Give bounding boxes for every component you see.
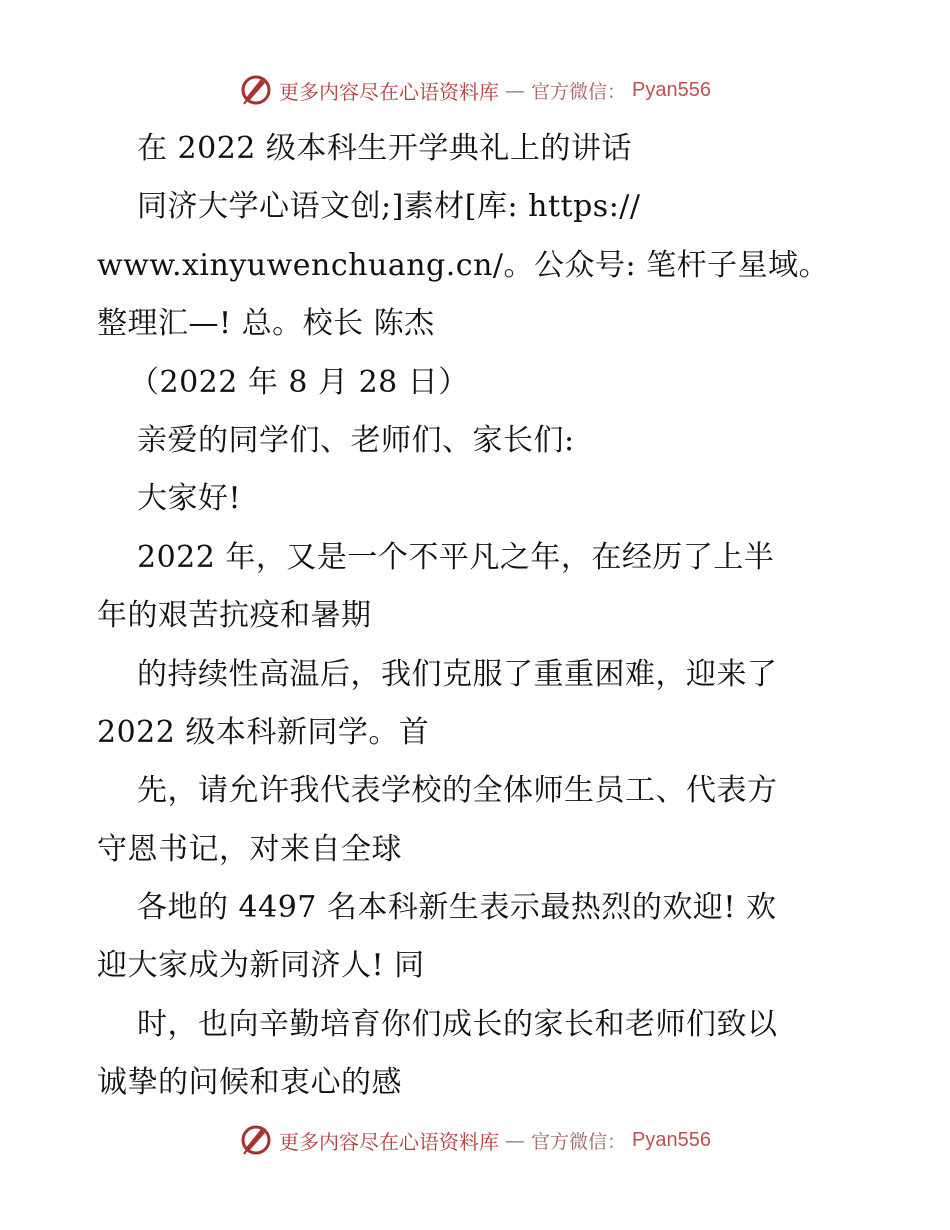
document-title: 在 2022 级本科生开学典礼上的讲话 bbox=[137, 131, 632, 166]
document-line: 先，请允许我代表学校的全体师生员工、代表方 bbox=[137, 773, 778, 809]
document-line: 诚挚的问候和衷心的感 bbox=[97, 1065, 402, 1101]
document-body bbox=[97, 120, 867, 1113]
quill-pen-logo-icon bbox=[239, 73, 273, 107]
document-line: 2022 级本科新同学。首 bbox=[97, 714, 430, 750]
footer-banner bbox=[0, 1120, 950, 1160]
banner-dash: — bbox=[505, 78, 525, 102]
document-line: 整理汇—! 总。校长 陈杰 bbox=[97, 306, 435, 342]
document-salutation: 亲爱的同学们、老师们、家长们: bbox=[137, 422, 575, 458]
banner-dash: — bbox=[505, 1128, 525, 1152]
document-line: 同济大学心语文创;]素材[库: https:// bbox=[137, 189, 641, 225]
document-greeting: 大家好! bbox=[137, 481, 242, 517]
document-line: 2022 年，又是一个不平凡之年，在经历了上半 bbox=[137, 539, 775, 575]
document-date: （2022 年 8 月 28 日） bbox=[129, 364, 469, 400]
document-line: 年的艰苦抗疫和暑期 bbox=[97, 598, 372, 634]
document-line: 各地的 4497 名本科新生表示最热烈的欢迎! 欢 bbox=[137, 890, 777, 926]
document-line: 迎大家成为新同济人! 同 bbox=[97, 948, 425, 984]
banner-wechat-label: 官方微信： bbox=[531, 80, 627, 103]
banner-wechat-id: Pyan556 bbox=[632, 78, 711, 101]
document-line: 守恩书记，对来自全球 bbox=[97, 831, 402, 867]
banner-wechat-id: Pyan556 bbox=[632, 1128, 711, 1151]
banner-brand-text: 更多内容尽在心语资料库 bbox=[279, 79, 499, 104]
quill-pen-logo-icon bbox=[239, 1123, 273, 1157]
document-line: 的持续性高温后，我们克服了重重困难，迎来了 bbox=[137, 656, 778, 692]
document-line: www.xinyuwenchuang.cn/。公众号: 笔杆子星域。 bbox=[97, 247, 830, 283]
header-banner bbox=[0, 70, 950, 110]
banner-wechat-label: 官方微信： bbox=[531, 1130, 627, 1153]
document-line: 时，也向辛勤培育你们成长的家长和老师们致以 bbox=[137, 1006, 778, 1042]
banner-brand-text: 更多内容尽在心语资料库 bbox=[279, 1129, 499, 1154]
